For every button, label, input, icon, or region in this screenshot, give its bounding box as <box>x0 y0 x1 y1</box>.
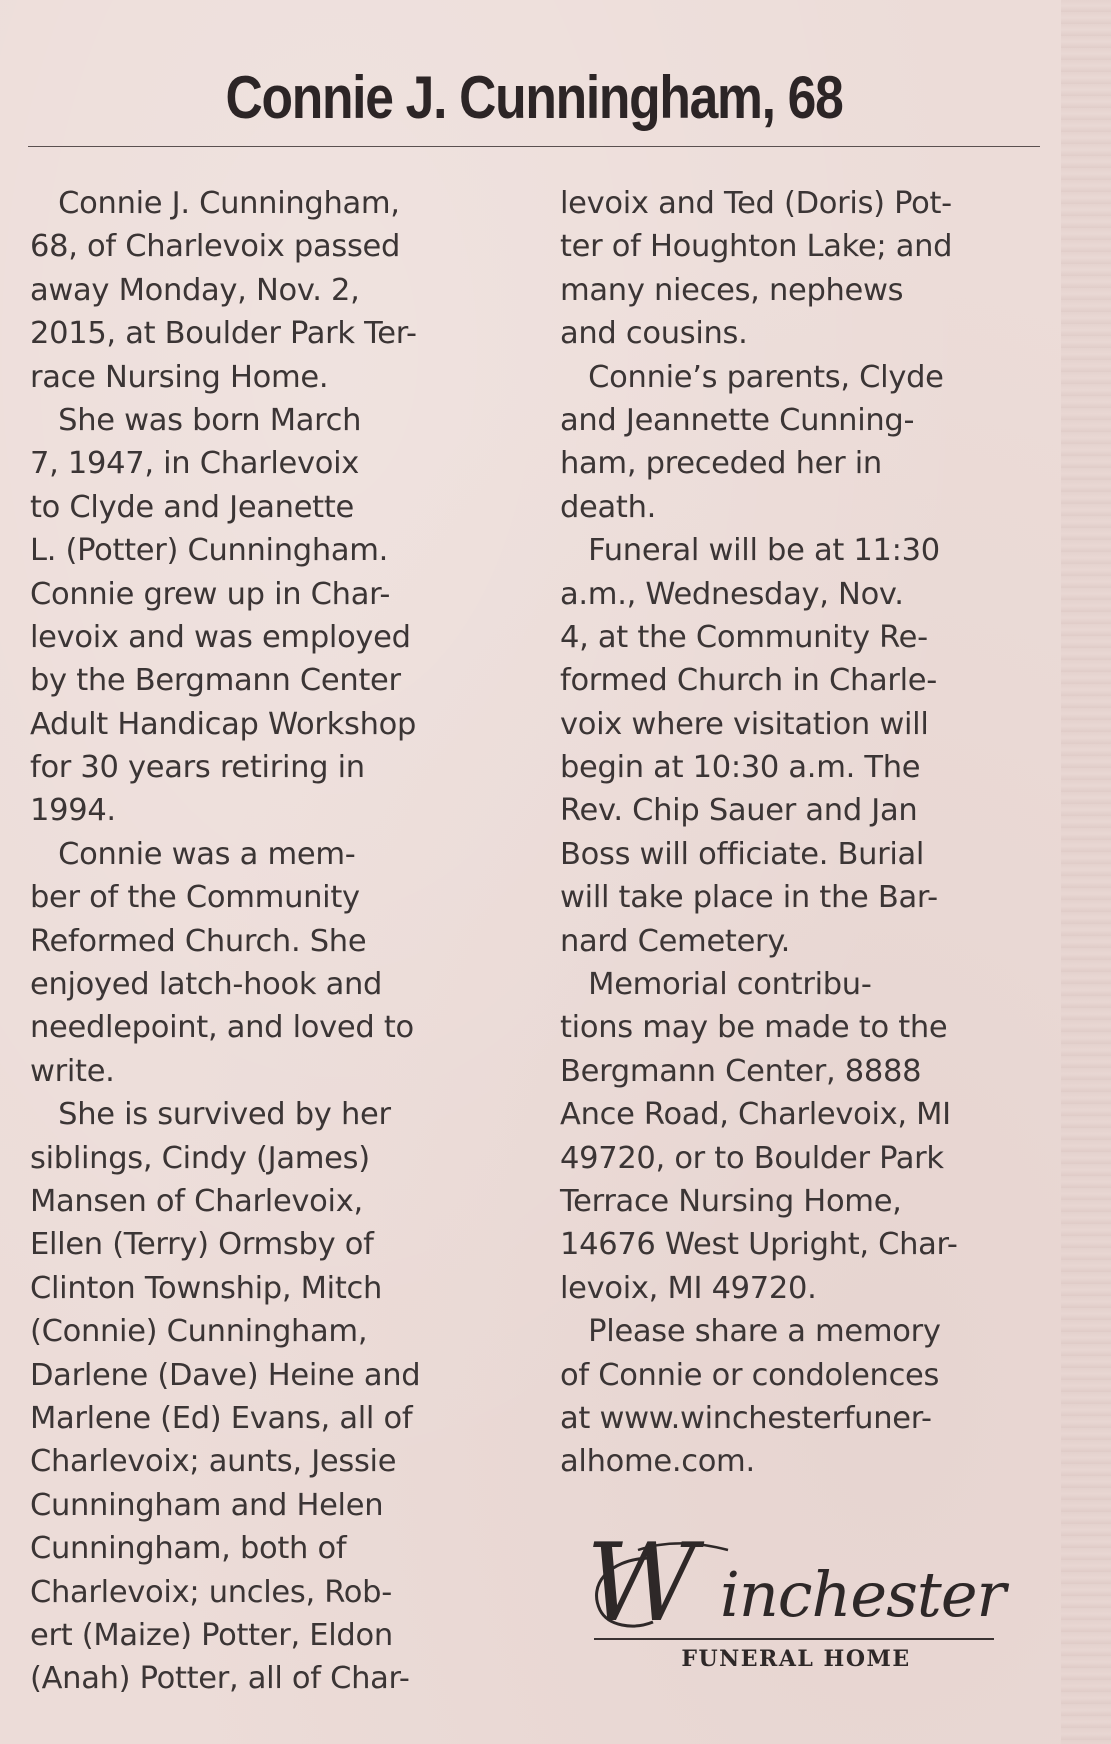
text-line: Mansen of Charlevoix, <box>30 1183 363 1219</box>
text-line: voix where visitation will <box>560 706 929 742</box>
text-line: by the Bergmann Center <box>30 663 401 699</box>
text-line: Cunningham, both of <box>30 1531 347 1567</box>
headline: Connie J. Cunningham, 68 <box>225 64 843 131</box>
text-line: She was born March <box>30 402 362 438</box>
text-line: Clinton Township, Mitch <box>30 1270 382 1306</box>
headline-rule <box>28 146 1040 147</box>
text-line: Connie was a mem- <box>30 836 356 872</box>
text-line: Ance Road, Charlevoix, MI <box>560 1097 951 1133</box>
text-line: 1994. <box>30 793 116 829</box>
text-line: Charlevoix; aunts, Jessie <box>30 1444 397 1480</box>
text-line: at www.winchesterfuner- <box>560 1400 932 1436</box>
text-line: Marlene (Ed) Evans, all of <box>30 1400 413 1436</box>
text-line: a.m., Wednesday, Nov. <box>560 576 904 612</box>
text-line: formed Church in Charle- <box>560 663 937 699</box>
text-line: L. (Potter) Cunningham. <box>30 533 389 569</box>
text-line: for 30 years retiring in <box>30 750 365 786</box>
text-line: Connie grew up in Char- <box>30 576 391 612</box>
text-line: 2015, at Boulder Park Ter- <box>30 316 417 352</box>
text-line: begin at 10:30 a.m. The <box>560 750 921 786</box>
text-line: Connie J. Cunningham, <box>30 186 400 221</box>
text-line: 68, of Charlevoix passed <box>30 229 401 265</box>
text-line: Charlevoix; uncles, Rob- <box>30 1574 392 1610</box>
text-line: will take place in the Bar- <box>560 880 938 916</box>
text-line: ber of the Community <box>30 880 360 916</box>
text-line: race Nursing Home. <box>30 359 329 395</box>
text-line: levoix and Ted (Doris) Pot- <box>560 186 952 221</box>
paper-edge <box>1061 0 1111 1744</box>
text-line: of Connie or condolences <box>560 1357 940 1393</box>
text-line: 7, 1947, in Charlevoix <box>30 446 360 482</box>
text-line: ert (Maize) Potter, Eldon <box>30 1617 393 1653</box>
text-line: and cousins. <box>560 316 748 352</box>
text-line: and Jeannette Cunning- <box>560 402 915 438</box>
text-line: Bergmann Center, 8888 <box>560 1053 922 1089</box>
logo-initial: W <box>586 1521 698 1646</box>
text-line: 14676 West Upright, Char- <box>560 1227 958 1263</box>
text-line: Boss will officiate. Burial <box>560 836 925 872</box>
text-line: Adult Handicap Workshop <box>30 706 417 742</box>
right-column <box>560 182 1050 1484</box>
text-line: Please share a memory <box>560 1314 941 1350</box>
logo-subtitle: FUNERAL HOME <box>681 1646 911 1672</box>
text-line: death. <box>560 489 656 525</box>
text-line: to Clyde and Jeanette <box>30 489 354 525</box>
text-line: ter of Houghton Lake; and <box>560 229 953 265</box>
logo-name: inchester <box>720 1558 1006 1631</box>
text-line: tions may be made to the <box>560 1010 948 1046</box>
text-line: nard Cemetery. <box>560 923 791 959</box>
text-line: Rev. Chip Sauer and Jan <box>560 793 918 829</box>
text-line: (Connie) Cunningham, <box>30 1314 368 1350</box>
text-line: Cunningham and Helen <box>30 1487 384 1523</box>
text-line: Reformed Church. She <box>30 923 367 959</box>
text-line: write. <box>30 1053 115 1089</box>
text-line: enjoyed latch-hook and <box>30 967 383 1003</box>
text-line: Connie’s parents, Clyde <box>560 359 944 395</box>
text-line: levoix, MI 49720. <box>560 1270 817 1306</box>
text-line: Terrace Nursing Home, <box>560 1183 902 1219</box>
text-line: away Monday, Nov. 2, <box>30 272 360 308</box>
text-line: She is survived by her <box>30 1097 391 1133</box>
text-line: siblings, Cindy (James) <box>30 1140 370 1176</box>
left-column <box>30 182 520 1701</box>
text-line: many nieces, nephews <box>560 272 904 308</box>
text-line: alhome.com. <box>560 1444 755 1480</box>
text-line: Ellen (Terry) Ormsby of <box>30 1227 374 1263</box>
text-line: Memorial contribu- <box>560 967 872 1003</box>
text-line: needlepoint, and loved to <box>30 1010 414 1046</box>
text-line: levoix and was employed <box>30 619 411 655</box>
text-line: 4, at the Community Re- <box>560 619 928 655</box>
text-line: Darlene (Dave) Heine and <box>30 1357 421 1393</box>
text-line: Funeral will be at 11:30 <box>560 533 940 569</box>
logo-rule <box>594 1638 994 1640</box>
text-line: ham, preceded her in <box>560 446 882 482</box>
text-line: (Anah) Potter, all of Char- <box>30 1661 410 1697</box>
funeral-home-logo <box>578 1521 1018 1672</box>
text-line: 49720, or to Boulder Park <box>560 1140 944 1176</box>
